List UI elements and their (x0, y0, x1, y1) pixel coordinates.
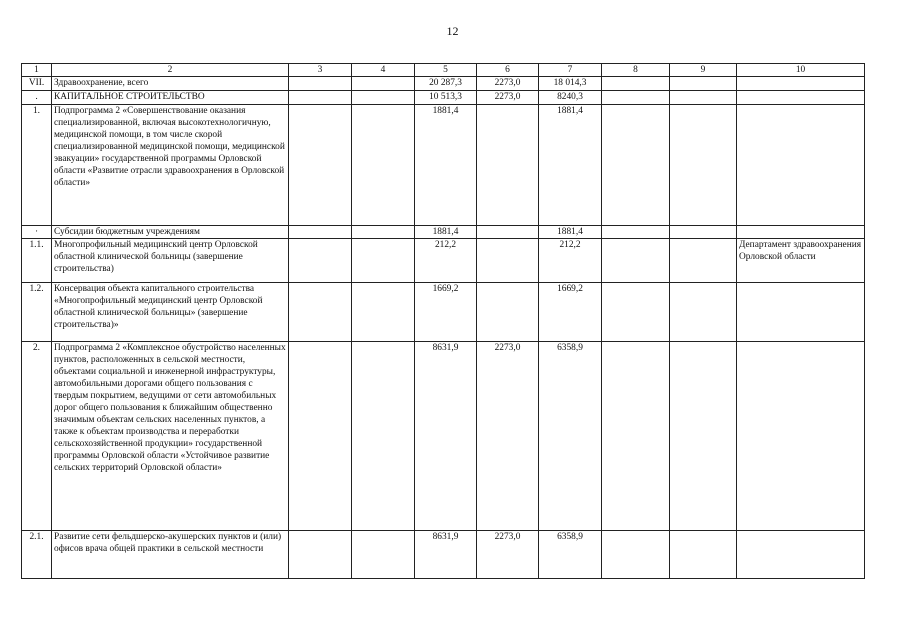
cell-col7: 1881,4 (539, 105, 602, 226)
row-name: КАПИТАЛЬНОЕ СТРОИТЕЛЬСТВО (52, 91, 289, 105)
row-name: Здравоохранение, всего (52, 77, 289, 91)
column-header: 4 (352, 64, 415, 77)
cell-col10 (737, 91, 865, 105)
cell-col6: 2273,0 (477, 91, 539, 105)
cell-col4 (352, 226, 415, 239)
cell-col8 (602, 77, 670, 91)
cell-col9 (670, 77, 737, 91)
column-header: 9 (670, 64, 737, 77)
table-row (22, 531, 865, 579)
cell-col9 (670, 239, 737, 283)
cell-col8 (602, 342, 670, 531)
cell-col8 (602, 531, 670, 579)
cell-col10 (737, 283, 865, 342)
cell-col8 (602, 239, 670, 283)
row-number: 2.1. (22, 531, 52, 579)
row-name: Многопрофильный медицинский центр Орловской областной клинической больницы (завершение строительства) (52, 239, 289, 283)
cell-col4 (352, 283, 415, 342)
cell-col10 (737, 226, 865, 239)
cell-col9 (670, 226, 737, 239)
table-row (22, 239, 865, 283)
cell-col7: 1881,4 (539, 226, 602, 239)
row-number: VII. (22, 77, 52, 91)
cell-col5: 8631,9 (415, 531, 477, 579)
cell-col8 (602, 91, 670, 105)
table-row (22, 226, 865, 239)
cell-col9 (670, 283, 737, 342)
cell-col7: 18 014,3 (539, 77, 602, 91)
cell-col5: 8631,9 (415, 342, 477, 531)
cell-col10 (737, 77, 865, 91)
row-number: · (22, 226, 52, 239)
row-name: Подпрограмма 2 «Комплексное обустройство населенных пунктов, расположенных в сельской местности, объектами социальной и инженерной инфраструктуры, автомобильными дорогами общего пользования с твердым покрытием, ведущими от сети автомобильных дорог общего пользования к ближайшим общественно значимым объектам сельских населенных пунктов, а также к объектам производства и переработки сельскохозяйственной продукции» государственной программы Орловской области «Устойчивое развитие сельских территорий Орловской области» (52, 342, 289, 531)
cell-col4 (352, 105, 415, 226)
cell-col8 (602, 105, 670, 226)
cell-col6 (477, 283, 539, 342)
header-row (22, 64, 865, 77)
cell-col9 (670, 91, 737, 105)
page-number: 12 (446, 24, 459, 38)
budget-table (21, 63, 865, 579)
cell-col8 (602, 226, 670, 239)
table-row (22, 283, 865, 342)
cell-col3 (289, 226, 352, 239)
table-row (22, 342, 865, 531)
column-header: 1 (22, 64, 52, 77)
column-header: 7 (539, 64, 602, 77)
cell-col6: 2273,0 (477, 342, 539, 531)
cell-col3 (289, 531, 352, 579)
cell-col6 (477, 226, 539, 239)
table-row (22, 77, 865, 91)
row-number: 2. (22, 342, 52, 531)
cell-col3 (289, 239, 352, 283)
row-name: Подпрограмма 2 «Совершенствование оказания специализированной, включая высокотехнологичную, медицинской помощи, в том числе скорой специализированной медицинской помощи, медицинской эвакуации» государственной программы Орловской области «Развитие отрасли здравоохранения в Орловской области» (52, 105, 289, 226)
column-header: 3 (289, 64, 352, 77)
cell-col4 (352, 77, 415, 91)
cell-col6 (477, 105, 539, 226)
cell-col3 (289, 91, 352, 105)
cell-col5: 1881,4 (415, 105, 477, 226)
cell-col5: 212,2 (415, 239, 477, 283)
cell-col8 (602, 283, 670, 342)
row-number: 1.2. (22, 283, 52, 342)
cell-col7: 8240,3 (539, 91, 602, 105)
cell-col3 (289, 283, 352, 342)
column-header: 2 (52, 64, 289, 77)
cell-col4 (352, 342, 415, 531)
row-name: Развитие сети фельдшерско-акушерских пунктов и (или) офисов врача общей практики в сельской местности (52, 531, 289, 579)
cell-col5: 1881,4 (415, 226, 477, 239)
cell-col4 (352, 531, 415, 579)
cell-col7: 212,2 (539, 239, 602, 283)
column-header: 6 (477, 64, 539, 77)
table-row (22, 105, 865, 226)
column-header: 8 (602, 64, 670, 77)
cell-col9 (670, 105, 737, 226)
row-number: 1. (22, 105, 52, 226)
cell-col5: 10 513,3 (415, 91, 477, 105)
cell-col7: 6358,9 (539, 342, 602, 531)
row-number: . (22, 91, 52, 105)
cell-col6 (477, 239, 539, 283)
cell-col7: 6358,9 (539, 531, 602, 579)
cell-col4 (352, 239, 415, 283)
row-name: Консервация объекта капитального строительства «Многопрофильный медицинский центр Орловской областной клинической больницы» (завершение строительства)» (52, 283, 289, 342)
cell-col4 (352, 91, 415, 105)
cell-col10 (737, 342, 865, 531)
cell-col5: 20 287,3 (415, 77, 477, 91)
cell-col9 (670, 342, 737, 531)
column-header: 10 (737, 64, 865, 77)
cell-col10 (737, 105, 865, 226)
cell-col10 (737, 531, 865, 579)
row-number: 1.1. (22, 239, 52, 283)
cell-col10: Департамент здравоохранения Орловской области (737, 239, 865, 283)
cell-col9 (670, 531, 737, 579)
cell-col3 (289, 77, 352, 91)
table-row (22, 91, 865, 105)
cell-col6: 2273,0 (477, 531, 539, 579)
column-header: 5 (415, 64, 477, 77)
row-name: Субсидии бюджетным учреждениям (52, 226, 289, 239)
cell-col6: 2273,0 (477, 77, 539, 91)
cell-col3 (289, 342, 352, 531)
cell-col3 (289, 105, 352, 226)
cell-col5: 1669,2 (415, 283, 477, 342)
cell-col7: 1669,2 (539, 283, 602, 342)
